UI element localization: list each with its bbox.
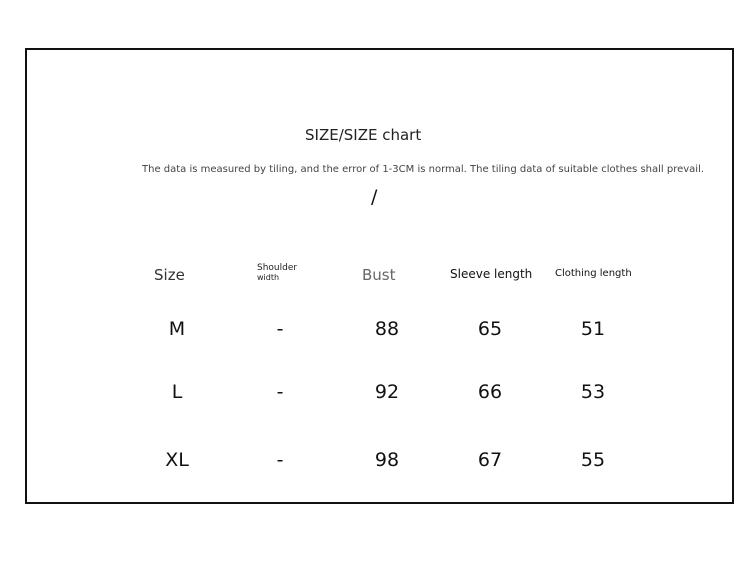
cell-clothing-length: 53 [580,381,606,403]
header-bust: Bust [362,266,396,284]
cell-sleeve-length: 65 [477,318,503,340]
measurement-note: The data is measured by tiling, and the error of 1-3CM is normal. The tiling data of suitable clothes shall prevail. [142,164,705,175]
cell-shoulder-width: - [276,318,284,340]
header-clothing-length: Clothing length [555,268,632,279]
cell-sleeve-length: 67 [477,449,503,471]
cell-clothing-length: 51 [580,318,606,340]
cell-shoulder-width: - [276,381,284,403]
cell-size: M [168,318,186,340]
cell-sleeve-length: 66 [477,381,503,403]
header-shoulder-line1: Shoulder [257,263,298,273]
header-size: Size [154,266,185,284]
separator-slash: / [371,186,378,208]
cell-bust: 98 [374,449,400,471]
cell-size: XL [165,449,189,471]
cell-clothing-length: 55 [580,449,606,471]
header-shoulder-width [257,264,317,282]
cell-shoulder-width: - [276,449,284,471]
cell-bust: 88 [374,318,400,340]
cell-size: L [171,381,183,403]
header-shoulder-line2: width [257,273,280,282]
header-sleeve-length: Sleeve length [450,267,533,281]
page-title: SIZE/SIZE chart [305,126,422,144]
cell-bust: 92 [374,381,400,403]
